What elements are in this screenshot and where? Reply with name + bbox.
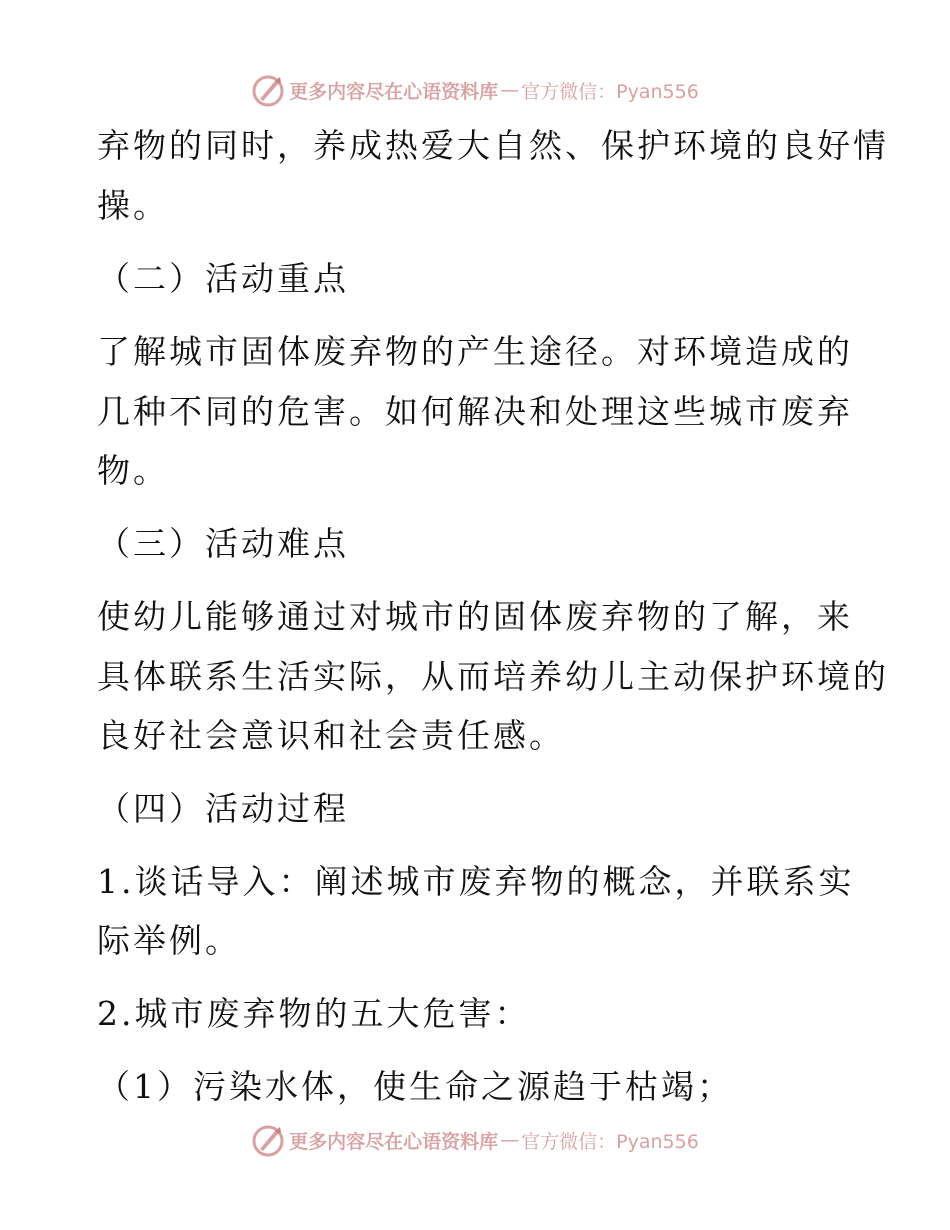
section-heading: （二）活动重点 bbox=[97, 259, 349, 298]
body-line: 2.城市废弃物的五大危害： bbox=[97, 994, 531, 1033]
footer-banner bbox=[0, 1120, 950, 1160]
header-slogan: 更多内容尽在心语资料库 bbox=[289, 80, 499, 103]
footer-slogan: 更多内容尽在心语资料库 bbox=[289, 1130, 499, 1153]
body-line: 际举例。 bbox=[97, 921, 241, 960]
body-line: 弃物的同时，养成热爱大自然、保护环境的良好情 bbox=[97, 126, 889, 165]
section-heading: （四）活动过程 bbox=[97, 789, 349, 828]
body-line: 了解城市固体废弃物的产生途径。对环境造成的 bbox=[97, 332, 853, 371]
header-banner bbox=[0, 70, 950, 110]
footer-dash: — bbox=[500, 1129, 520, 1151]
body-line: 物。 bbox=[97, 451, 169, 490]
quill-pen-logo-icon bbox=[251, 73, 285, 107]
body-line: 几种不同的危害。如何解决和处理这些城市废弃 bbox=[97, 392, 853, 431]
header-wechat: 官方微信：Pyan556 bbox=[521, 80, 699, 103]
body-line: 操。 bbox=[97, 186, 169, 225]
section-heading: （三）活动难点 bbox=[97, 524, 349, 563]
header-dash: — bbox=[500, 79, 520, 101]
body-line: 1.谈话导入：阐述城市废弃物的概念，并联系实 bbox=[97, 862, 855, 901]
body-line: 具体联系生活实际，从而培养幼儿主动保护环境的 bbox=[97, 657, 889, 696]
body-line: （1）污染水体，使生命之源趋于枯竭； bbox=[97, 1067, 733, 1106]
body-line: 良好社会意识和社会责任感。 bbox=[97, 716, 565, 755]
quill-pen-logo-icon bbox=[251, 1123, 285, 1157]
body-line: 使幼儿能够通过对城市的固体废弃物的了解，来 bbox=[97, 597, 853, 636]
footer-wechat: 官方微信：Pyan556 bbox=[521, 1130, 699, 1153]
